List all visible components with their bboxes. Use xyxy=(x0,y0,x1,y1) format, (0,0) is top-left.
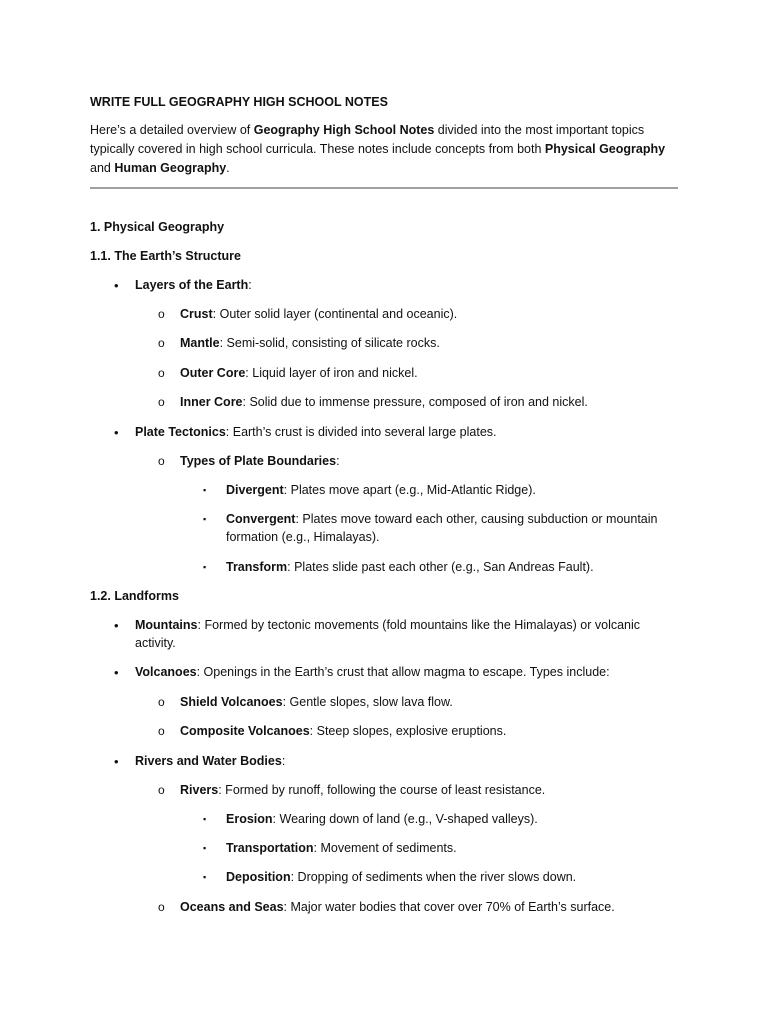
horizontal-rule xyxy=(90,187,678,189)
list-item xyxy=(180,305,457,324)
intro-text: typically covered in high school curricula. These notes include concepts from both xyxy=(90,142,545,156)
list-item xyxy=(135,752,285,771)
list-item xyxy=(226,558,594,577)
list-item xyxy=(226,810,538,829)
bullet-square-icon: ▪ xyxy=(203,843,207,853)
list-term: Types of Plate Boundaries xyxy=(180,454,337,468)
bullet-circle-icon: o xyxy=(158,395,165,409)
list-item xyxy=(226,868,576,887)
document-title: WRITE FULL GEOGRAPHY HIGH SCHOOL NOTES xyxy=(90,95,388,109)
list-term: Transform xyxy=(226,560,288,574)
list-text: : xyxy=(248,278,252,292)
intro-emphasis: Human Geography xyxy=(114,161,227,175)
list-text: : Semi-solid, consisting of silicate rocks. xyxy=(219,336,440,350)
list-item-continuation: formation (e.g., Himalayas). xyxy=(226,530,380,544)
intro-emphasis: Physical Geography xyxy=(544,142,666,156)
list-term: Rivers and Water Bodies xyxy=(135,754,282,768)
list-item xyxy=(180,364,418,383)
list-term: Oceans and Seas xyxy=(180,900,284,914)
bullet-circle-icon: o xyxy=(158,366,165,380)
bullet-square-icon: ▪ xyxy=(203,485,207,495)
list-item xyxy=(180,781,545,800)
list-text: : Dropping of sediments when the river slows down. xyxy=(290,870,577,884)
list-item xyxy=(226,481,536,500)
list-text: : Formed by tectonic movements (fold mountains like the Himalayas) or volcanic xyxy=(197,618,641,632)
bullet-square-icon: ▪ xyxy=(203,562,207,572)
bullet-circle-icon: o xyxy=(158,695,165,709)
list-item xyxy=(180,334,440,353)
list-term: Crust xyxy=(180,307,213,321)
list-item xyxy=(180,452,340,471)
list-term: Volcanoes xyxy=(135,665,197,679)
list-item xyxy=(135,616,640,635)
list-item xyxy=(180,898,615,917)
subsection-heading: 1.1. The Earth’s Structure xyxy=(90,249,241,263)
list-text: : Gentle slopes, slow lava flow. xyxy=(282,695,453,709)
intro-text: divided into the most important topics xyxy=(434,123,645,137)
list-text: : Major water bodies that cover over 70% of Earth’s surface. xyxy=(283,900,615,914)
list-text: : xyxy=(281,754,286,768)
list-text: : xyxy=(336,454,340,468)
bullet-square-icon: ▪ xyxy=(203,814,207,824)
bullet-circle-icon: o xyxy=(158,783,165,797)
list-text: : Openings in the Earth’s crust that allow magma to escape. Types include: xyxy=(196,665,610,679)
intro-text: and xyxy=(90,161,115,175)
bullet-square-icon: ▪ xyxy=(203,514,207,524)
list-item-continuation: activity. xyxy=(135,636,176,650)
list-text: : Earth’s crust is divided into several large plates. xyxy=(225,425,497,439)
list-term: Shield Volcanoes xyxy=(180,695,283,709)
list-text: : Solid due to immense pressure, composed of iron and nickel. xyxy=(242,395,588,409)
bullet-dot-icon: • xyxy=(114,665,119,680)
intro-line-3 xyxy=(90,159,230,178)
bullet-dot-icon: • xyxy=(114,278,119,293)
bullet-square-icon: ▪ xyxy=(203,872,207,882)
list-text: : Liquid layer of iron and nickel. xyxy=(245,366,418,380)
list-term: Mountains xyxy=(135,618,198,632)
list-term: Plate Tectonics xyxy=(135,425,226,439)
list-text: : Wearing down of land (e.g., V-shaped valleys). xyxy=(272,812,538,826)
list-term: Deposition xyxy=(226,870,291,884)
list-term: Outer Core xyxy=(180,366,246,380)
list-term: Composite Volcanoes xyxy=(180,724,310,738)
list-item xyxy=(180,693,453,712)
section-heading: 1. Physical Geography xyxy=(90,220,225,234)
intro-text: Here’s a detailed overview of xyxy=(90,123,254,137)
bullet-dot-icon: • xyxy=(114,618,119,633)
intro-line-2 xyxy=(90,140,665,159)
bullet-circle-icon: o xyxy=(158,336,165,350)
list-text: : Outer solid layer (continental and oceanic). xyxy=(212,307,458,321)
intro-line-1 xyxy=(90,121,644,140)
subsection-heading: 1.2. Landforms xyxy=(90,589,179,603)
list-text: : Steep slopes, explosive eruptions. xyxy=(309,724,507,738)
list-text: : Movement of sediments. xyxy=(313,841,457,855)
list-term: Convergent xyxy=(226,512,296,526)
list-item xyxy=(135,423,497,442)
list-item xyxy=(135,663,610,682)
list-term: Layers of the Earth xyxy=(135,278,249,292)
list-text: : Plates move toward each other, causing subduction or mountain xyxy=(295,512,658,526)
list-item xyxy=(180,722,506,741)
bullet-circle-icon: o xyxy=(158,454,165,468)
list-item xyxy=(135,276,252,295)
list-term: Transportation xyxy=(226,841,314,855)
list-term: Divergent xyxy=(226,483,284,497)
bullet-circle-icon: o xyxy=(158,724,165,738)
bullet-circle-icon: o xyxy=(158,307,165,321)
list-text: : Formed by runoff, following the course of least resistance. xyxy=(218,783,546,797)
bullet-circle-icon: o xyxy=(158,900,165,914)
list-item xyxy=(226,839,457,858)
intro-emphasis: Geography High School Notes xyxy=(253,123,435,137)
list-item xyxy=(180,393,588,412)
list-term: Rivers xyxy=(180,783,219,797)
list-term: Erosion xyxy=(226,812,273,826)
bullet-dot-icon: • xyxy=(114,754,119,769)
intro-text: . xyxy=(226,161,230,175)
bullet-dot-icon: • xyxy=(114,425,119,440)
list-item xyxy=(226,510,657,529)
list-text: : Plates slide past each other (e.g., San Andreas Fault). xyxy=(287,560,594,574)
list-term: Inner Core xyxy=(180,395,243,409)
list-term: Mantle xyxy=(180,336,220,350)
list-text: : Plates move apart (e.g., Mid-Atlantic Ridge). xyxy=(283,483,536,497)
